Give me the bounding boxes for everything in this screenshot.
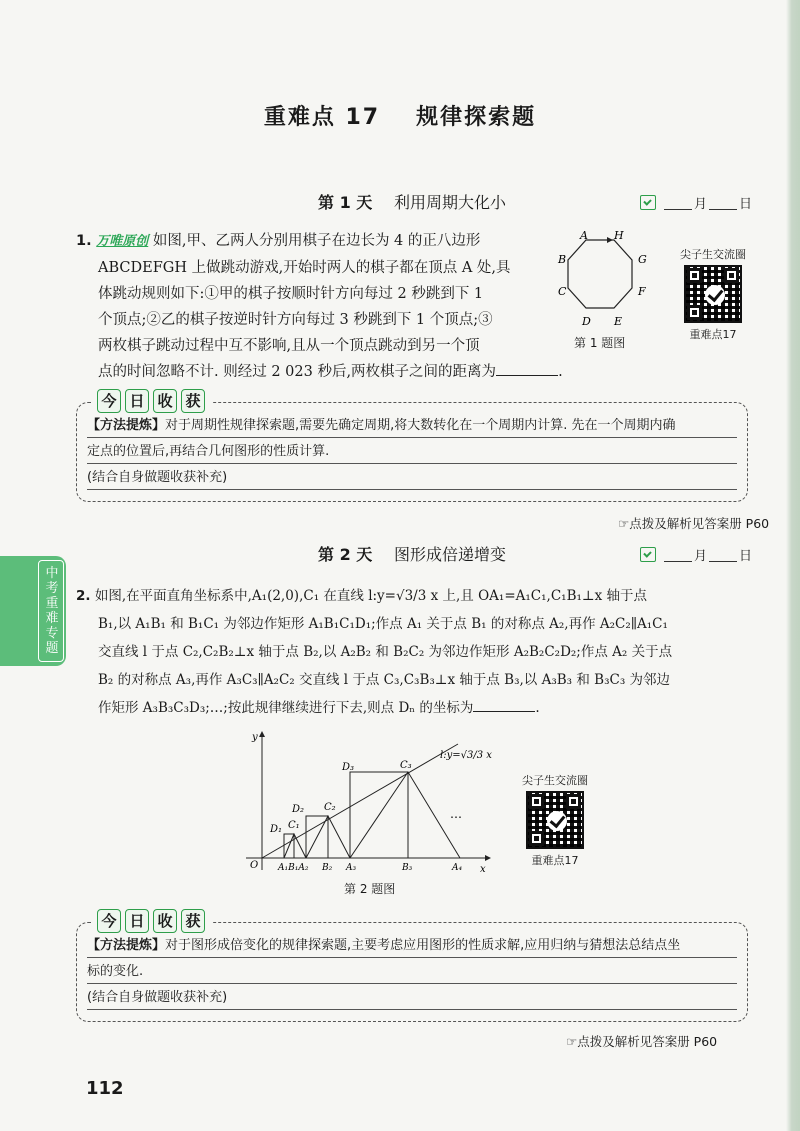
day1-label: 第 1 天 <box>318 193 373 212</box>
octagon-figure <box>552 228 664 332</box>
answer-blank[interactable] <box>496 362 558 376</box>
harvest-header: 今 日 收 获 <box>93 389 213 413</box>
svg-text:D₁: D₁ <box>270 824 283 835</box>
svg-text:B₃: B₃ <box>402 863 413 873</box>
page-number: 112 <box>86 1078 124 1099</box>
question-1: 1. 万唯原创 如图,甲、乙两人分别用棋子在边长为 4 的正八边形 ABCDEFGH 上做跳动游戏,开始时两人的棋子都在顶点 A 处,具 体跳动规则如下:①甲的棋子按顺时针方向每过 2 秒跳到下 1 个顶点;②乙的棋子按逆时针方向每过 3 秒跳到下 1 个顶点;③ 两枚棋子跳动过程中互不影响,且从一个顶点跳动到另一个顶 点的时间忽略不计. 则经过 2 023 秒后,两枚棋子之间的距离为 . <box>76 228 556 385</box>
day1-topic: 利用周期大化小 <box>394 193 507 212</box>
svg-text:C₂: C₂ <box>324 802 336 813</box>
page-title: 重难点 17 规律探索题 <box>263 105 537 130</box>
day2-date-field[interactable]: 月 日 <box>640 545 752 564</box>
svg-text:…: … <box>450 807 462 821</box>
checkmark-icon <box>547 811 567 831</box>
calendar-check-icon <box>640 195 656 210</box>
day2-label: 第 2 天 <box>318 545 373 564</box>
figure-2-caption: 第 2 题图 <box>344 882 396 896</box>
month-blank[interactable] <box>664 548 692 562</box>
coordinate-figure <box>240 728 500 878</box>
vertex-a: A <box>580 229 588 242</box>
method-summary-line-2: 标的变化. <box>87 961 737 984</box>
vertex-b: B <box>558 253 567 266</box>
notes-line[interactable]: (结合自身做题收获补充) <box>87 987 737 1010</box>
svg-text:O: O <box>250 860 259 871</box>
method-summary-line-2: 定点的位置后,再结合几何图形的性质计算. <box>87 441 737 464</box>
vertex-g: G <box>638 253 647 266</box>
svg-text:D₂: D₂ <box>292 804 305 815</box>
vertex-e: E <box>614 315 623 328</box>
calendar-check-icon <box>640 547 656 562</box>
vertex-h: H <box>614 229 624 242</box>
month-blank[interactable] <box>664 196 692 210</box>
vertex-d: D <box>582 315 591 328</box>
question-2: 2. 如图,在平面直角坐标系中,A₁(2,0),C₁ 在直线 l:y=√3/3 x 上,且 OA₁=A₁C₁,C₁B₁⊥x 轴于点 B₁,以 A₁B₁ 和 B₁C₁ 为邻边作矩形 A₁B₁C₁D₁;作点 A₁ 关于点 B₁ 的对称点 A₂,再作 A₂C₂∥A₁C₁ 交直线 l 于点 C₂,C₂B₂⊥x 轴于点 B₂,以 A₂B₂ 和 B₂C₂ 为邻边作矩形 A₂B₂C₂D₂;作点 A₂ 关于点 B₂ 的对称点 A₃,再作 A₃C₃∥A₂C₂ 交直线 l 于点 C₃,C₃B₃⊥x 轴于点 B₃,以 A₃B₃ 和 B₃C₃ 为邻边 作矩形 A₃B₃C₃D₃;…;按此规律继续进行下去,则点 Dₙ 的坐标为 . <box>76 588 673 716</box>
harvest-header: 今 日 收 获 <box>93 909 213 933</box>
qr-code-block-2[interactable]: 尖子生交流圈 重难点17 <box>522 774 588 867</box>
svg-text:x: x <box>480 864 486 875</box>
line-l-label: l:y=√3/3 x <box>440 750 492 761</box>
day1-date-field[interactable]: 月 日 <box>640 193 752 212</box>
qr-code-block-1[interactable]: 尖子生交流圈 重难点17 <box>680 248 746 341</box>
day2-topic: 图形成倍递增变 <box>394 545 507 564</box>
figure-1-caption: 第 1 题图 <box>574 336 626 350</box>
svg-text:C₃: C₃ <box>400 760 412 771</box>
svg-text:B₂: B₂ <box>322 863 333 873</box>
today-harvest-box-2 <box>76 912 748 1022</box>
notes-line[interactable]: (结合自身做题收获补充) <box>87 467 737 490</box>
svg-text:C₁: C₁ <box>288 820 300 831</box>
svg-text:y: y <box>252 732 258 743</box>
vertex-f: F <box>638 285 646 298</box>
original-tag: 万唯原创 <box>96 234 149 249</box>
answer-reference-2[interactable]: ☞点拨及解析见答案册 P60 <box>566 1034 718 1049</box>
page-edge <box>786 0 800 1131</box>
svg-text:D₃: D₃ <box>342 762 355 773</box>
answer-blank[interactable] <box>473 698 535 712</box>
side-tab: 中考重难专题 <box>0 556 66 666</box>
method-summary-line-1: 【方法提炼】对于图形成倍变化的规律探索题,主要考虑应用图形的性质求解,应用归纳与猜想法总结点坐 <box>87 935 737 958</box>
day-blank[interactable] <box>709 196 737 210</box>
checkmark-icon <box>705 285 725 305</box>
svg-text:A₁B₁A₂: A₁B₁A₂ <box>278 863 309 873</box>
method-summary-line-1: 【方法提炼】对于周期性规律探索题,需要先确定周期,将大数转化在一个周期内计算. 先在一个周期内确 <box>87 415 737 438</box>
svg-text:A₃: A₃ <box>346 863 357 873</box>
qr-code-icon[interactable] <box>684 265 742 323</box>
answer-reference-1[interactable]: ☞点拨及解析见答案册 P60 <box>618 516 770 531</box>
qr-code-icon[interactable] <box>526 791 584 849</box>
vertex-c: C <box>558 285 567 298</box>
today-harvest-box-1 <box>76 392 748 502</box>
day-blank[interactable] <box>709 548 737 562</box>
svg-text:A₄: A₄ <box>452 863 463 873</box>
